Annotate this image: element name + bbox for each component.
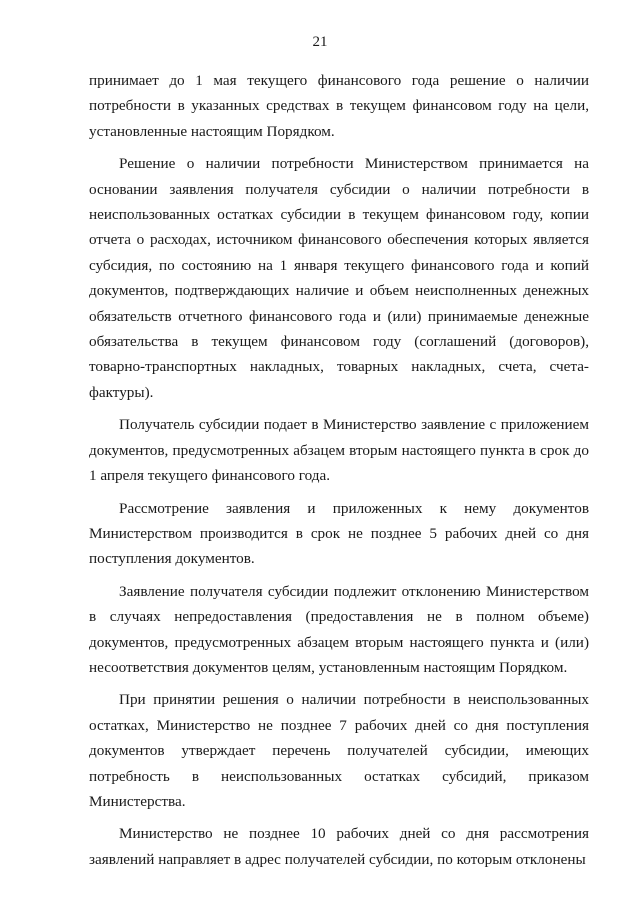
paragraph-application-submission: Получатель субсидии подает в Министерство заявление с приложением документов, предусмотренных абзацем вторым настоящего пункта в срок до 1 апреля текущего финансового года. [89,416,589,485]
page-number: 21 [312,34,328,50]
paragraph-continuation: принимает до 1 мая текущего финансового года решение о наличии потребности в указанных средствах в текущем финансовом году на цели, установленные настоящим Порядком. [89,72,589,140]
document-body [89,68,589,872]
paragraph-review-period: Рассмотрение заявления и приложенных к нему документов Министерством производится в срок не позднее 5 рабочих дней со дня поступления документов. [89,499,589,568]
paragraph-notification: Министерство не позднее 10 рабочих дней со дня рассмотрения заявлений направляет в адрес получателей субсидии, по которым отклонены [89,825,589,868]
paragraph-approval-list: При принятии решения о наличии потребности в неиспользованных остатках, Министерство не позднее 7 рабочих дней со дня поступления документов утверждает перечень получателей субсидии, имеющих потребность в неиспользованных остатках субсидий, приказом Министерства. [89,691,589,810]
paragraph-rejection-grounds: Заявление получателя субсидии подлежит отклонению Министерством в случаях непредоставления (предоставления не в полном объеме) документов, предусмотренных абзацем вторым настоящего пункта и (или) несоответствия документов целям, установленным настоящим Порядком. [89,582,589,676]
paragraph-decision-basis: Решение о наличии потребности Министерством принимается на основании заявления получателя субсидии о наличии потребности в неиспользованных остатках субсидии в текущем финансовом году, копии отчета о расходах, источником финансового обеспечения которых является субсидия, по состоянию на 1 января текущего финансового года и копий документов, подтверждающих наличие и объем неисполненных денежных обязательств отчетного финансового года и (или) принимаемые денежные обязательства в текущем финансовом году (соглашений (договоров), товарно-транспортных накладных, товарных накладных, счета, счета-фактуры). [89,155,589,401]
